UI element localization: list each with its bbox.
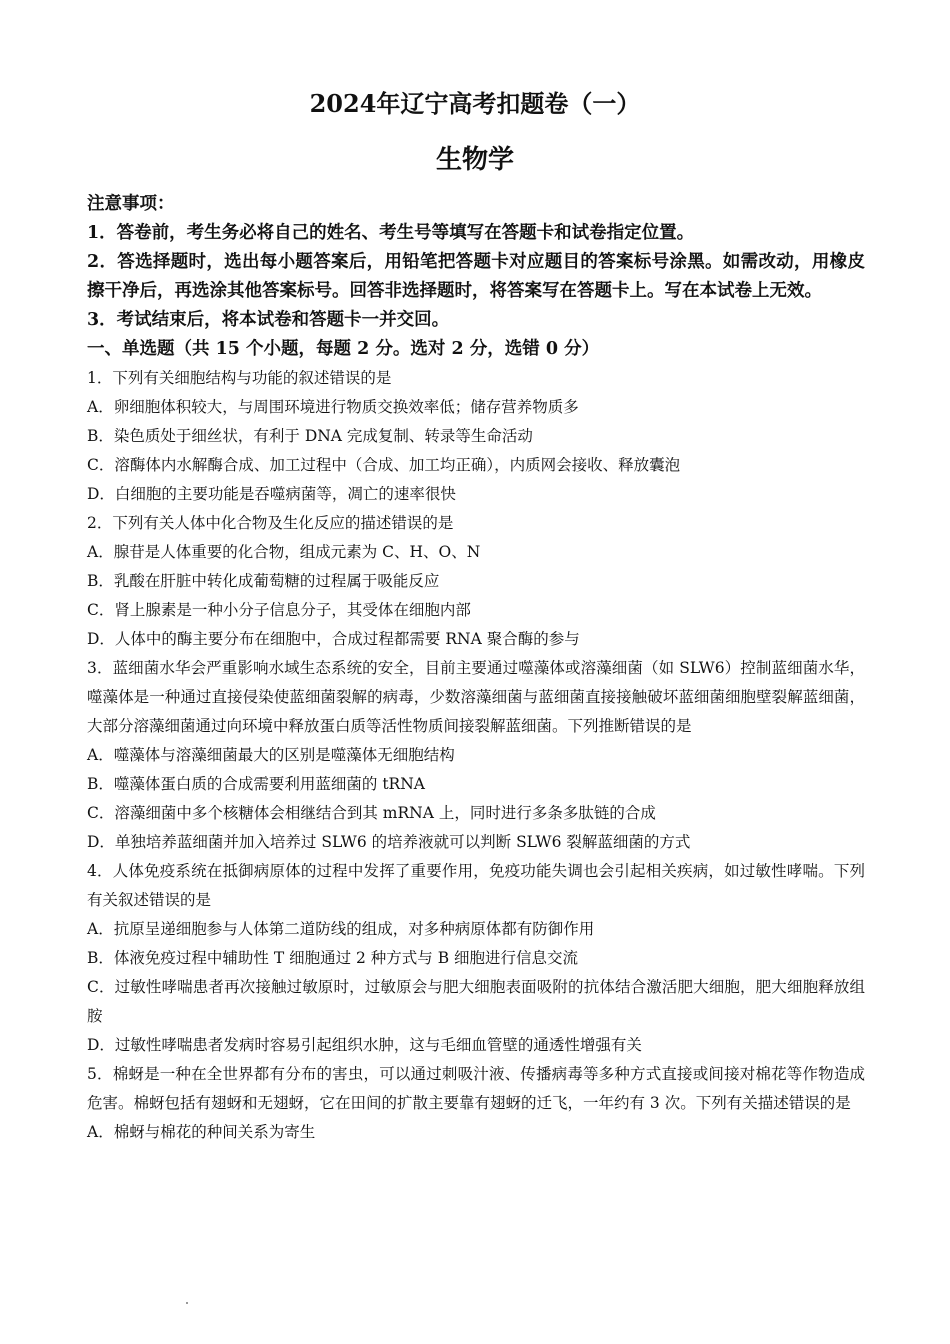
question <box>87 364 865 509</box>
question-option: C．过敏性哮喘患者再次接触过敏原时，过敏原会与肥大细胞表面吸附的抗体结合激活肥大细胞，肥大细胞释放组胺 <box>87 978 865 1025</box>
exam-content <box>87 190 865 1147</box>
question-option: B．染色质处于细丝状，有利于 DNA 完成复制、转录等生命活动 <box>87 427 533 445</box>
notice-item: 1．答卷前，考生务必将自己的姓名、考生号等填写在答题卡和试卷指定位置。 <box>87 223 695 243</box>
question-stem: 2．下列有关人体中化合物及生化反应的描述错误的是 <box>87 514 454 532</box>
question-option: C．肾上腺素是一种小分子信息分子，其受体在细胞内部 <box>87 601 471 619</box>
question-option: A．棉蚜与棉花的种间关系为寄生 <box>87 1123 316 1141</box>
question-stem: 5．棉蚜是一种在全世界都有分布的害虫，可以通过刺吸汁液、传播病毒等多种方式直接或间接对棉花等作物造成危害。棉蚜包括有翅蚜和无翅蚜，它在田间的扩散主要靠有翅蚜的迁飞，一年约有 3 次。下列有关描述错误的是 <box>87 1065 865 1112</box>
question-stem: 1．下列有关细胞结构与功能的叙述错误的是 <box>87 369 392 387</box>
subject-title: 生物学 <box>435 145 514 175</box>
question <box>87 509 865 654</box>
notice-item: 3．考试结束后，将本试卷和答题卡一并交回。 <box>87 310 450 330</box>
notice-block <box>87 190 865 335</box>
question-option: D．过敏性哮喘患者发病时容易引起组织水肿，这与毛细血管壁的通透性增强有关 <box>87 1036 642 1054</box>
question-stem: 4．人体免疫系统在抵御病原体的过程中发挥了重要作用，免疫功能失调也会引起相关疾病，如过敏性哮喘。下列有关叙述错误的是 <box>87 862 865 909</box>
question-option: C．溶酶体内水解酶合成、加工过程中（合成、加工均正确），内质网会接收、释放囊泡 <box>87 456 681 474</box>
question-option: D．人体中的酶主要分布在细胞中，合成过程都需要 RNA 聚合酶的参与 <box>87 630 580 648</box>
question <box>87 857 865 1060</box>
question-option: B．乳酸在肝脏中转化成葡萄糖的过程属于吸能反应 <box>87 572 440 590</box>
question-option: A．噬藻体与溶藻细菌最大的区别是噬藻体无细胞结构 <box>87 746 455 764</box>
section-heading: 一、单选题（共 15 个小题，每题 2 分。选对 2 分，选错 0 分） <box>87 339 600 359</box>
question-option: A．卵细胞体积较大，与周围环境进行物质交换效率低；储存营养物质多 <box>87 398 579 416</box>
footer-mark <box>186 1302 188 1304</box>
exam-title: 2024年辽宁高考扣题卷（一） <box>309 89 641 118</box>
notice-item: 2．答选择题时，选出每小题答案后，用铅笔把答题卡对应题目的答案标号涂黑。如需改动，用橡皮擦干净后，再选涂其他答案标号。回答非选择题时，将答案写在答题卡上。写在本试卷上无效。 <box>87 252 865 301</box>
question-option: D．单独培养蓝细菌并加入培养过 SLW6 的培养液就可以判断 SLW6 裂解蓝细菌的方式 <box>87 833 691 851</box>
question-option: A．抗原呈递细胞参与人体第二道防线的组成，对多种病原体都有防御作用 <box>87 920 595 938</box>
question-stem: 3．蓝细菌水华会严重影响水域生态系统的安全，目前主要通过噬藻体或溶藻细菌（如 SLW6）控制蓝细菌水华，噬藻体是一种通过直接侵染使蓝细菌裂解的病毒，少数溶藻细菌与蓝细菌直接接触破坏蓝细菌细胞壁裂解蓝细菌，大部分溶藻细菌通过向环境中释放蛋白质等活性物质间接裂解蓝细菌。下列推断错误的是 <box>87 659 865 735</box>
question <box>87 654 865 857</box>
question-option: B．体液免疫过程中辅助性 T 细胞通过 2 种方式与 B 细胞进行信息交流 <box>87 949 579 967</box>
notice-heading: 注意事项： <box>87 194 175 214</box>
question-option: B．噬藻体蛋白质的合成需要利用蓝细菌的 tRNA <box>87 775 425 793</box>
question <box>87 1060 865 1147</box>
question-option: D．白细胞的主要功能是吞噬病菌等，凋亡的速率很快 <box>87 485 456 503</box>
question-option: A．腺苷是人体重要的化合物，组成元素为 C、H、O、N <box>87 543 481 561</box>
question-option: C．溶藻细菌中多个核糖体会相继结合到其 mRNA 上，同时进行多条多肽链的合成 <box>87 804 656 822</box>
